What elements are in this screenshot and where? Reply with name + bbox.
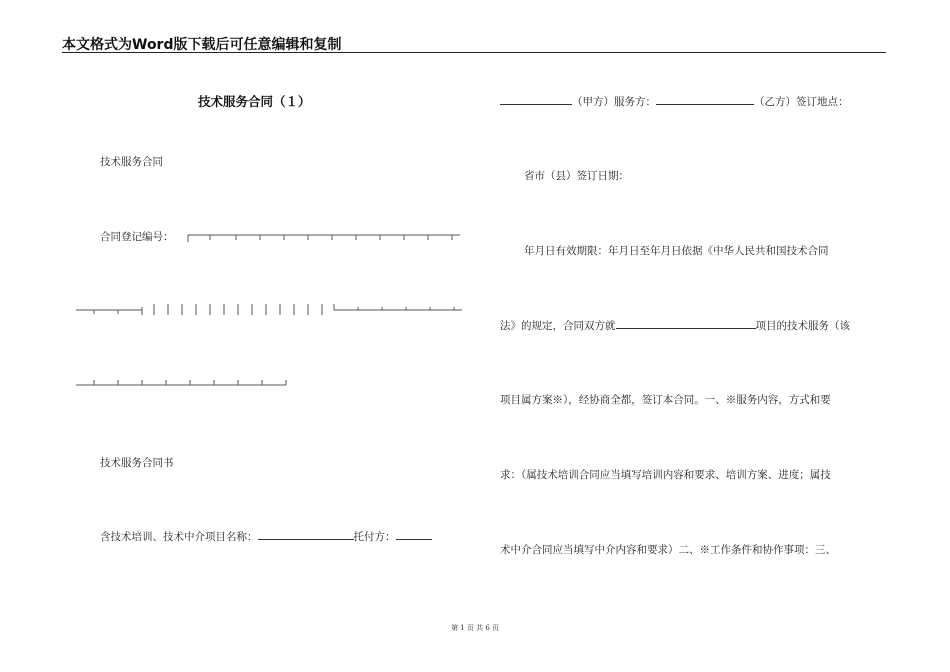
project-field[interactable] (616, 318, 756, 329)
subtitle-line: 技术服务合同 (100, 156, 163, 168)
party-a-field[interactable] (500, 94, 572, 105)
law-text-b: 项目的技术服务（该 (755, 320, 850, 332)
law-line (500, 318, 850, 333)
registration-number-grid (186, 232, 462, 244)
service-content-line: 项目属方案※），经协商全都，签订本合同。一、※服务内容，方式和要 (500, 394, 831, 406)
contract-book-label: 技术服务合同书 (100, 457, 174, 469)
project-name-field[interactable] (258, 529, 354, 540)
party-line (500, 94, 849, 109)
table-rule-row-2 (76, 378, 292, 390)
page-number: 第 1 页 共 6 页 (450, 624, 500, 632)
header-divider (62, 52, 886, 53)
signing-date-line: 省市（县）签订日期： (524, 170, 629, 182)
law-text-a: 法》的规定，合同双方就 (500, 320, 616, 332)
document-header: 本文格式为Word版下载后可任意编辑和复制 (62, 37, 342, 53)
client-label: 托付方： (353, 531, 396, 543)
table-rule-row-1 (76, 303, 464, 317)
project-name-label: 含技术培训、技术中介项目名称： (100, 531, 258, 543)
project-name-line (100, 529, 432, 544)
requirements-line: 求：（属技术培训合同应当填写培训内容和要求、培训方案、进度；属技 (500, 469, 831, 481)
contract-title: 技术服务合同（１） (198, 94, 311, 109)
validity-line: 年月日有效期限：年月日至年月日依据《中华人民共和国技术合同 (524, 245, 829, 257)
party-b-field[interactable] (656, 94, 754, 105)
party-a-label: （甲方）服务方： (572, 96, 656, 108)
party-b-label: （乙方）签订地点： (754, 96, 849, 108)
client-field[interactable] (396, 529, 432, 540)
conditions-line: 术中介合同应当填写中介内容和要求）二、※工作条件和协作事项：三、 (500, 544, 836, 556)
registration-number-label: 合同登记编号： (100, 231, 174, 243)
